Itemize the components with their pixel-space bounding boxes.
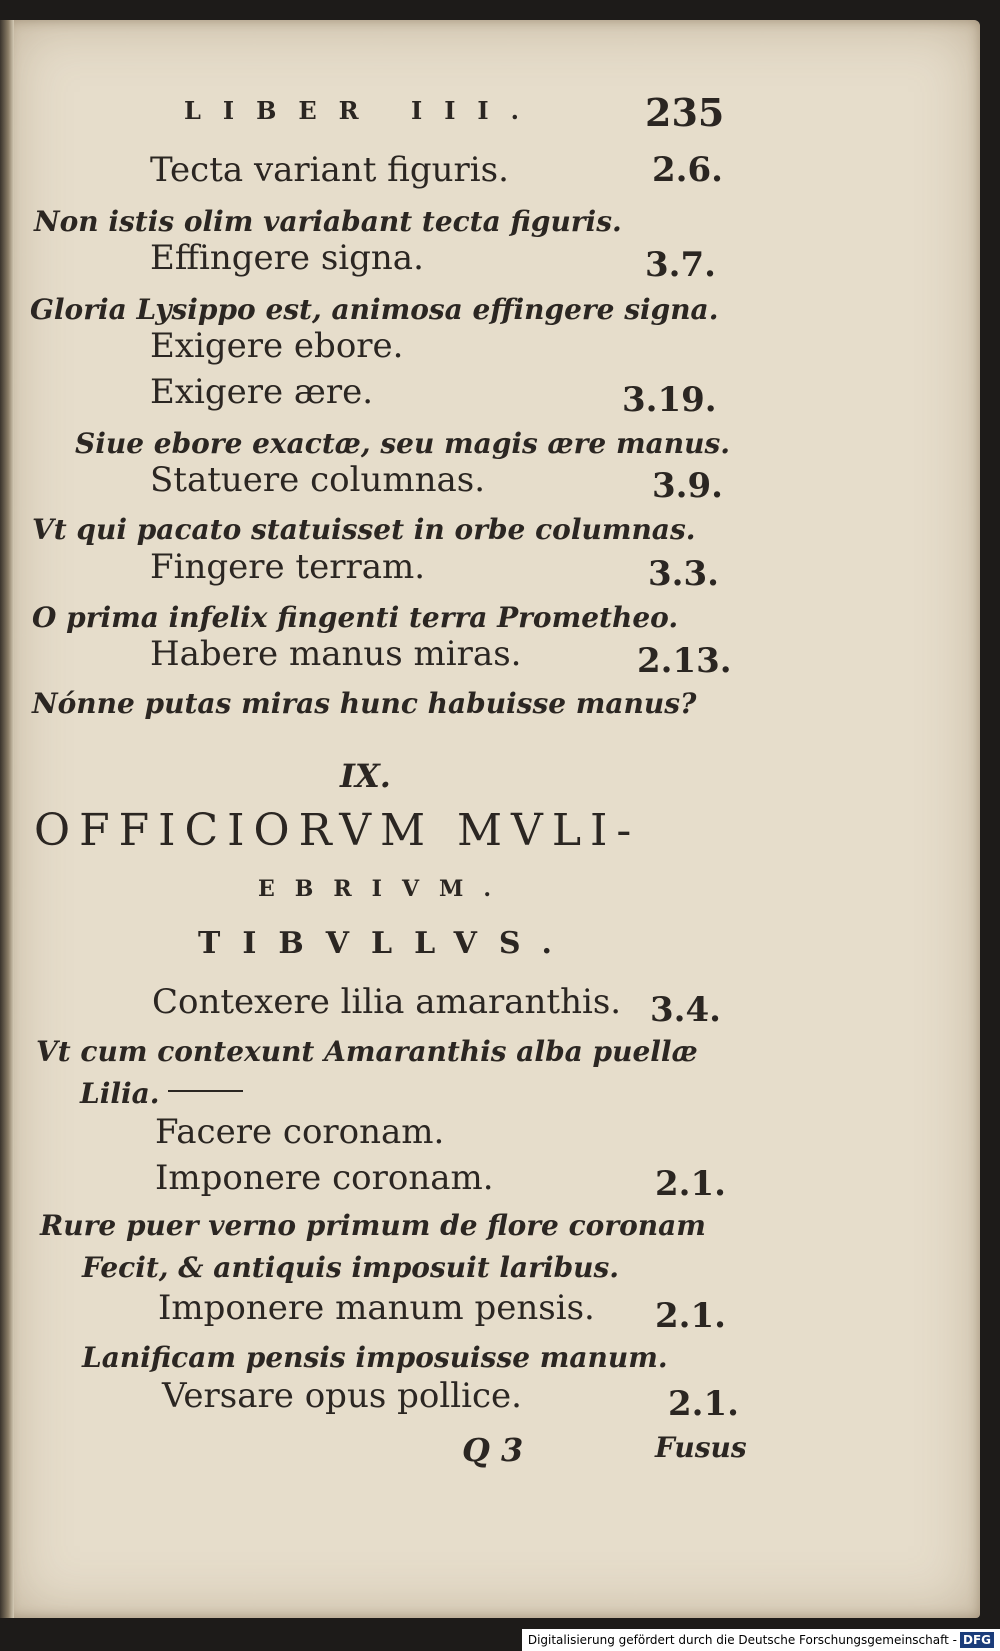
entry-ref: 3.3. [648, 554, 719, 594]
section-title-line1: OFFICIORVM MVLI- [34, 805, 641, 856]
signature-mark: Q 3 [462, 1431, 524, 1469]
entry-phrase: Habere manus miras. [150, 634, 522, 674]
entry-phrase: Fingere terram. [150, 547, 426, 587]
binding-edge [0, 20, 14, 1618]
entry-quote: Gloria Lysippo est, animosa effingere signa. [30, 293, 719, 326]
entry-phrase: Tecta variant figuris. [150, 150, 509, 190]
digitization-credit [522, 1629, 1000, 1651]
entry-phrase: Contexere lilia amaranthis. [152, 982, 622, 1022]
entry-quote: Vt qui pacato statuisset in orbe columnas. [32, 513, 696, 546]
entry-quote: Lanificam pensis imposuisse manum. [82, 1341, 668, 1374]
entry-ref: 2.1. [655, 1296, 726, 1336]
entry-ref: 3.19. [622, 380, 717, 420]
entry-phrase: Statuere columnas. [150, 460, 486, 500]
entry-quote: Lilia. [80, 1077, 160, 1110]
entry-quote: Nónne putas miras hunc habuisse manus? [32, 687, 697, 720]
section-number: IX. [340, 757, 391, 795]
entry-ref: 2.1. [655, 1164, 726, 1204]
entry-phrase: Exigere ære. [150, 372, 374, 412]
entry-ref: 2.13. [637, 641, 732, 681]
entry-phrase: Exigere ebore. [150, 326, 404, 366]
entry-ref: 2.6. [652, 150, 723, 190]
entry-ref: 3.4. [650, 990, 721, 1030]
digitization-text: Digitalisierung gefördert durch die Deutsche Forschungsgemeinschaft - [527, 1633, 957, 1647]
entry-ref: 2.1. [668, 1384, 739, 1424]
entry-quote: Vt cum contexunt Amaranthis alba puellæ [36, 1035, 698, 1068]
continuation-rule [168, 1090, 243, 1092]
entry-ref: 3.7. [645, 245, 716, 285]
entry-phrase: Facere coronam. [155, 1112, 445, 1152]
page-number: 235 [645, 90, 725, 135]
entry-phrase: Versare opus pollice. [162, 1376, 522, 1416]
section-title-line2: EBRIVM. [258, 876, 512, 902]
entry-quote: Rure puer verno primum de flore coronam [40, 1209, 706, 1242]
entry-phrase: Imponere coronam. [155, 1158, 494, 1198]
entry-ref: 3.9. [652, 466, 723, 506]
entry-quote: Fecit, & antiquis imposuit laribus. [82, 1251, 620, 1284]
running-head-title: LIBER III. [184, 96, 542, 125]
entry-phrase: Imponere manum pensis. [158, 1288, 595, 1328]
catchword: Fusus [655, 1431, 747, 1464]
dfg-logo: DFG [960, 1632, 994, 1648]
entry-quote: Non istis olim variabant tecta figuris. [34, 205, 622, 238]
entry-phrase: Effingere signa. [150, 238, 424, 278]
section-author: TIBVLLVS. [198, 926, 574, 961]
entry-quote: Siue ebore exactæ, seu magis ære manus. [75, 427, 730, 460]
entry-quote: O prima infelix fingenti terra Prometheo. [32, 601, 679, 634]
